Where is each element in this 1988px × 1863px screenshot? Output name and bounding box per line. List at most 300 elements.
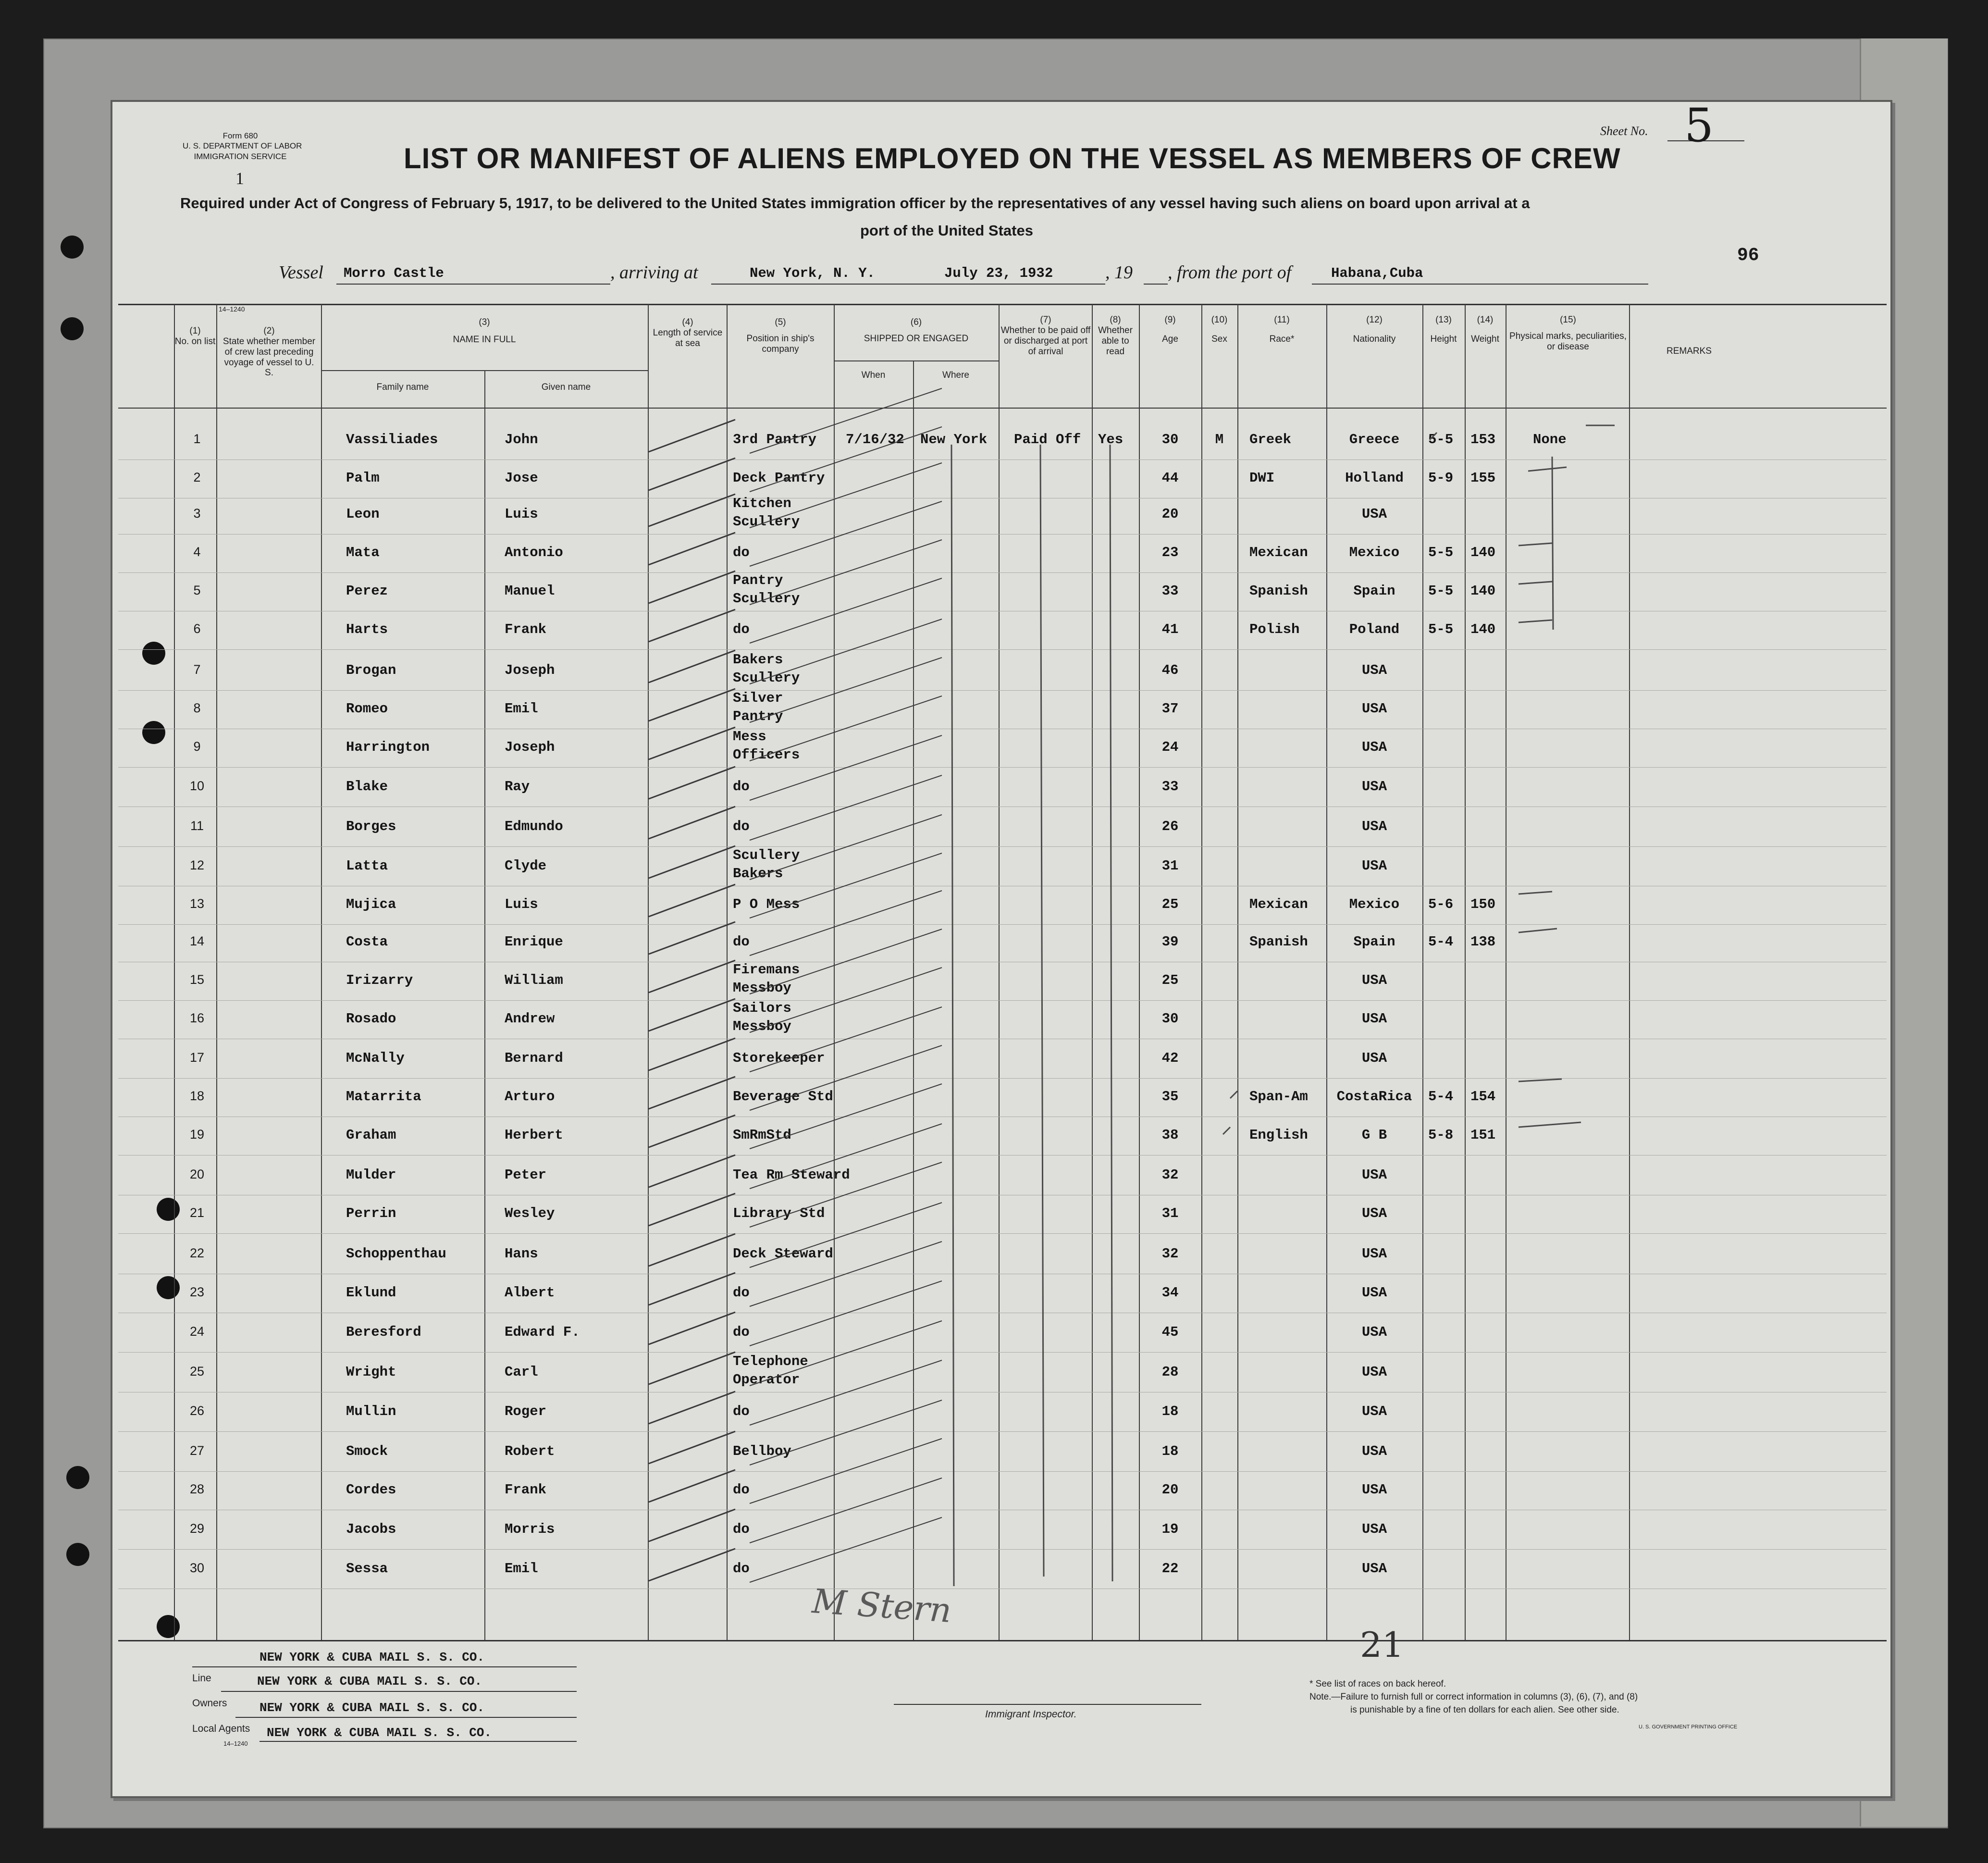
family-name: Schoppenthau [346,1246,446,1262]
family-name: Borges [346,819,396,834]
col6a-header: When [861,370,886,380]
family-name: Palm [346,470,380,486]
col-label: State whether member of crew last preceding voyage of vessel to U. S. [222,336,316,378]
family-name: Blake [346,779,388,795]
col-number: (12) [1366,315,1383,325]
age: 18 [1161,1443,1179,1459]
family-name: Smock [346,1443,388,1459]
row-number: 5 [193,583,201,597]
race: Span-Am [1249,1089,1308,1105]
height: 5-5 [1428,545,1454,560]
pencil-slash [649,1352,735,1384]
row-number: 27 [189,1443,205,1458]
row-number: 12 [189,858,205,872]
position: do [733,1482,750,1498]
age: 33 [1161,779,1179,795]
age: 41 [1161,621,1179,637]
col6b-header: Where [942,370,969,380]
pencil-slash [649,1509,735,1541]
position: do [733,1521,750,1537]
position-line-2: Operator [733,1372,800,1388]
family-name: Rosado [346,1011,396,1027]
nationality: USA [1361,1364,1387,1380]
given-name: Luis [505,896,538,912]
pencil-slash [750,1400,942,1465]
pencil-slash [750,1360,942,1425]
nationality: USA [1361,972,1387,988]
row-number: 3 [193,506,201,521]
able-to-read: Yes [1098,432,1124,447]
row-number: 6 [193,621,201,636]
age: 45 [1161,1324,1179,1340]
position: Scullery [733,847,800,863]
age: 46 [1161,662,1179,678]
form-number: Form 680 [222,131,258,140]
pencil-slash [649,1234,735,1266]
position-line-2: Messboy [733,1018,791,1034]
pencil-slash [649,1155,735,1187]
family-name: Cordes [346,1482,396,1498]
pencil-slash [750,1321,942,1386]
row-number: 2 [193,470,201,484]
paid-off: Paid Off [1014,432,1081,447]
position-line-2: Bakers [733,866,783,882]
pencil-slash [750,815,942,880]
age: 30 [1161,432,1179,447]
age: 34 [1161,1285,1179,1301]
row-number: 30 [189,1561,205,1575]
vessel-label: Vessel [279,262,323,283]
nationality: G B [1361,1127,1387,1143]
family-name: Graham [346,1127,396,1143]
pencil-slash [750,578,942,643]
from-label: , from the port of [1168,262,1292,283]
position-line-2: Scullery [733,514,800,530]
nationality: USA [1361,662,1387,678]
inspector-label: Immigrant Inspector. [985,1709,1077,1720]
position: do [733,545,750,560]
tick-line-col15 [1552,457,1553,630]
given-name: Albert [505,1285,555,1301]
position-line-2: Officers [733,747,800,763]
position: Library Std [733,1205,825,1221]
position: 3rd Pantry [733,432,817,447]
family-name: Mata [346,545,380,560]
pencil-slash [649,767,735,799]
family-name: Eklund [346,1285,396,1301]
family-name: Vassiliades [346,432,438,447]
family-name: McNally [346,1050,405,1066]
pencil-dash [1528,467,1567,471]
height: 5-4 [1428,1089,1454,1105]
owners-name: NEW YORK & CUBA MAIL S. S. CO. [259,1701,485,1715]
position: Bakers [733,652,783,668]
pencil-slash [649,1115,735,1147]
inspector-signature: M Stern [811,1581,953,1631]
row-number: 17 [189,1050,205,1065]
col-label: Height [1430,334,1457,344]
col-label: Length of service at sea [653,327,723,348]
pencil-slash [750,1007,942,1072]
family-name: Brogan [346,662,396,678]
row-number: 9 [193,739,201,754]
pencil-dash [1519,929,1557,932]
pencil-slash [750,1281,942,1346]
col-label: No. on list [174,336,216,347]
given-name: Clyde [505,858,547,874]
age: 22 [1161,1561,1179,1577]
given-name: Roger [505,1403,547,1419]
given-name: Peter [505,1167,547,1183]
age: 20 [1161,506,1179,522]
given-name: Ray [505,779,530,795]
arrival-port: New York, N. Y. [750,265,876,281]
nationality: USA [1361,739,1387,755]
pencil-slash [649,1312,735,1344]
pencil-slash [750,427,942,492]
height: 5-5 [1428,583,1454,599]
position: SmRmStd [733,1127,791,1143]
family-name: Harrington [346,739,430,755]
pencil-slash [750,619,942,684]
age: 32 [1161,1246,1179,1262]
col-number: (15) [1560,315,1576,325]
pencil-slash [750,1203,942,1267]
pencil-slash [649,1431,735,1464]
pencil-slash [649,650,735,683]
given-name: William [505,972,563,988]
family-name: Wright [346,1364,396,1380]
service: IMMIGRATION SERVICE [194,151,287,161]
col-label: Nationality [1353,334,1396,344]
age: 20 [1161,1482,1179,1498]
age: 35 [1161,1089,1179,1105]
family-name: Romeo [346,701,388,717]
age: 25 [1161,896,1179,912]
position-line-2: Pantry [733,708,783,724]
nationality: Mexico [1349,545,1400,560]
pencil-slash [750,463,942,528]
col3b-header: Given name [541,382,591,392]
tick-line-col7 [1040,445,1044,1577]
row-number: 10 [189,779,205,793]
pencil-dash [1519,620,1552,622]
age: 37 [1161,701,1179,717]
col-number: (8) [1110,315,1121,325]
pencil-slash [649,727,735,759]
family-name: Beresford [346,1324,421,1340]
age: 32 [1161,1167,1179,1183]
row-number: 13 [189,896,205,911]
age: 24 [1161,739,1179,755]
pencil-slash [649,609,735,642]
pencil-slash [649,571,735,603]
tick-line-col6 [951,445,954,1586]
pencil-dash [1519,892,1552,894]
family-name: Irizarry [346,972,413,988]
col-label: Sex [1211,334,1227,344]
pencil-slash [750,540,942,605]
pencil-slash [750,1124,942,1189]
col-number: (5) [775,317,786,327]
races-note: * See list of races on back hereof. [1309,1679,1446,1689]
pencil-slash [750,891,942,956]
arrival-date: July 23, 1932 [944,265,1053,281]
col-number: (13) [1435,315,1452,325]
height: 5-5 [1428,432,1454,447]
shipped-where: New York [920,432,988,447]
given-name: Luis [505,506,538,522]
row-number: 26 [189,1403,205,1418]
agents-name: NEW YORK & CUBA MAIL S. S. CO. [267,1726,492,1740]
row-number: 22 [189,1246,205,1260]
row-number: 24 [189,1324,205,1339]
family-name: Jacobs [346,1521,396,1537]
position: do [733,1561,750,1577]
col-number: (4) [682,317,693,327]
pencil-slash [649,999,735,1031]
age: 18 [1161,1403,1179,1419]
given-name: John [505,432,538,447]
line-label: Line [192,1673,211,1684]
given-name: Arturo [505,1089,555,1105]
height: 5-4 [1428,934,1454,950]
position: do [733,779,750,795]
given-name: Frank [505,621,547,637]
nationality: USA [1361,858,1387,874]
pencil-dash [1223,1127,1230,1134]
row-number: 23 [189,1285,205,1299]
nationality: USA [1361,1050,1387,1066]
col-number: (14) [1477,315,1494,325]
nationality: Greece [1349,432,1400,447]
family-name: Matarrita [346,1089,421,1105]
pencil-dash [1519,582,1552,584]
sex: M [1215,432,1224,447]
pencil-slash [750,1084,942,1149]
position: do [733,1324,750,1340]
printer-credit: U. S. GOVERNMENT PRINTING OFFICE [1639,1724,1738,1730]
nationality: USA [1361,701,1387,717]
row-number: 14 [189,934,205,948]
row-number: 29 [189,1521,205,1536]
given-name: Wesley [505,1205,555,1221]
col-number: (2) [263,326,275,336]
nationality: USA [1361,1324,1387,1340]
position: do [733,819,750,834]
shipped-when: 7/16/32 [846,432,904,447]
pencil-slash [750,968,942,1032]
row-number: 25 [189,1364,205,1379]
age: 25 [1161,972,1179,988]
nationality: USA [1361,1443,1387,1459]
pencil-slash [649,1193,735,1226]
family-name: Mujica [346,896,396,912]
family-name: Perez [346,583,388,599]
nationality: USA [1361,819,1387,834]
given-name: Joseph [505,739,555,755]
pencil-slash [750,696,942,761]
position: P O Mess [733,896,800,912]
race: Mexican [1249,545,1308,560]
age: 19 [1161,1521,1179,1537]
nationality: Mexico [1349,896,1400,912]
pencil-slash [649,1391,735,1424]
position: Deck Steward [733,1246,833,1262]
weight: 155 [1470,470,1496,486]
pencil-slash [649,1273,735,1305]
col-label: Age [1162,334,1178,344]
pencil-slash [649,1038,735,1070]
nationality: USA [1361,1403,1387,1419]
position: Storekeeper [733,1050,825,1066]
row-number: 1 [193,432,201,446]
line-name: NEW YORK & CUBA MAIL S. S. CO. [257,1674,482,1689]
nationality: USA [1361,1246,1387,1262]
owners-label: Owners [192,1698,227,1709]
position: Silver [733,690,783,706]
agents-label: Local Agents [192,1723,250,1734]
corner-mark: 1 [235,169,244,188]
position: Tea Rm Steward [733,1167,850,1183]
footer-first-line: NEW YORK & CUBA MAIL S. S. CO. [259,1650,485,1664]
arriving-label: , arriving at [610,262,698,283]
family-name: Latta [346,858,388,874]
pencil-slash [649,420,735,452]
subtitle-line-2: port of the United States [860,222,1033,239]
row-number: 28 [189,1482,205,1496]
family-name: Leon [346,506,380,522]
weight: 140 [1470,545,1496,560]
col-label: Whether to be paid off or discharged at port of arrival [1000,325,1091,357]
col-number: (11) [1274,315,1290,325]
weight: 138 [1470,934,1496,950]
page-title: LIST OR MANIFEST OF ALIENS EMPLOYED ON THE VESSEL AS MEMBERS OF CREW [404,142,1621,174]
nationality: USA [1361,506,1387,522]
year-label: , 19 [1105,262,1133,283]
position: do [733,621,750,637]
col-label: Weight [1471,334,1499,344]
weight: 140 [1470,583,1496,599]
nationality: Spain [1353,934,1395,950]
position-line-2: Scullery [733,670,800,686]
row-number: 16 [189,1011,205,1025]
col-label: SHIPPED OR ENGAGED [864,333,969,344]
nationality: USA [1361,1285,1387,1301]
pencil-slash [750,853,942,918]
family-name: Costa [346,934,388,950]
race: Mexican [1249,896,1308,912]
col-number: (10) [1211,315,1228,325]
col-label: Physical marks, peculiarities, or disease [1509,331,1627,352]
age: 31 [1161,1205,1179,1221]
nationality: USA [1361,1011,1387,1027]
position: do [733,1285,750,1301]
position: Mess [733,729,766,745]
nationality: USA [1361,1167,1387,1183]
agents-code: 14–1240 [223,1740,248,1747]
given-name: Antonio [505,545,563,560]
pencil-slash [649,922,735,954]
nationality: USA [1361,1205,1387,1221]
family-name: Harts [346,621,388,637]
pencil-slash [750,658,942,722]
position: Kitchen [733,496,791,511]
col-number: (7) [1040,315,1051,325]
sheet-label: Sheet No. [1600,124,1648,138]
nationality: USA [1361,1561,1387,1577]
pencil-dash [1519,1079,1562,1081]
race: Polish [1249,621,1300,637]
row-number: 21 [189,1205,205,1220]
race: DWI [1249,470,1275,486]
nationality: USA [1361,1482,1387,1498]
height: 5-8 [1428,1127,1454,1143]
height: 5-9 [1428,470,1454,486]
race: English [1249,1127,1308,1143]
row-number: 11 [190,819,204,833]
tick-line-col8 [1110,445,1112,1581]
position-line-2: Scullery [733,591,800,607]
given-name: Herbert [505,1127,563,1143]
side-number: 96 [1737,245,1759,266]
age: 38 [1161,1127,1179,1143]
pencil-slash [750,775,942,840]
pencil-slash [649,846,735,878]
pencil-slash [649,884,735,917]
nationality: Spain [1353,583,1395,599]
position: do [733,934,750,950]
row-number: 20 [189,1167,205,1181]
weight: 151 [1470,1127,1496,1143]
subtitle-line-1: Required under Act of Congress of February 5, 1917, to be delivered to the United States immigration officer by the representatives of any vessel having such aliens on board upon arrival at a [180,195,1530,211]
position: Deck Pantry [733,470,825,486]
pencil-dash [1519,543,1552,546]
row-number: 19 [189,1127,205,1142]
pencil-slash [649,533,735,565]
pencil-slash [750,929,942,994]
age: 23 [1161,545,1179,560]
weight: 140 [1470,621,1496,637]
given-name: Emil [505,1561,538,1577]
weight: 154 [1470,1089,1496,1105]
row-number: 7 [193,662,201,677]
row-number: 4 [193,545,201,559]
weight: 153 [1470,432,1496,447]
nationality: Holland [1345,470,1404,486]
given-name: Edward F. [505,1324,580,1340]
position: Bellboy [733,1443,791,1459]
pencil-slash [649,960,735,993]
race: Spanish [1249,583,1308,599]
pencil-dash [1230,1091,1237,1098]
col-number: (6) [910,317,922,327]
pencil-slash [649,1077,735,1109]
position-line-2: Messboy [733,980,791,996]
col-number: (9) [1164,315,1176,325]
pencil-slash [649,807,735,839]
sheet-number: 5 [1684,99,1714,152]
family-name: Mullin [346,1403,396,1419]
age: 31 [1161,858,1179,874]
departure-port: Habana,Cuba [1331,265,1423,281]
given-name: Jose [505,470,538,486]
remarks-header: REMARKS [1667,346,1712,356]
given-name: Edmundo [505,819,563,834]
given-name: Morris [505,1521,555,1537]
pencil-dash [1430,433,1437,440]
form-code: 14–1240 [219,305,245,313]
